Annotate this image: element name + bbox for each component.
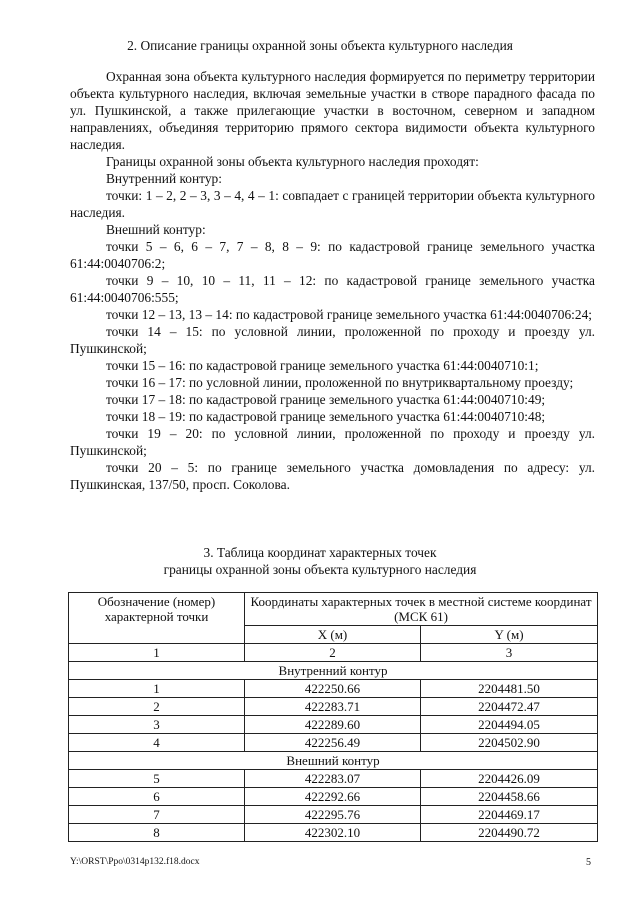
y-value: 2204472.47: [421, 698, 598, 716]
table-row: [69, 788, 598, 806]
table-row: [69, 806, 598, 824]
coordinates-table: [68, 592, 598, 842]
outer-contour-label: Внешний контур: [69, 752, 598, 770]
point-number: 3: [69, 716, 245, 734]
column-number-row: [69, 644, 598, 662]
section-3-title-line-1: 3. Таблица координат характерных точек: [203, 545, 437, 560]
paragraph: точки 18 – 19: по кадастровой границе земельного участка 61:44:0040710:48;: [106, 409, 546, 424]
table-row: [69, 734, 598, 752]
point-number: 8: [69, 824, 245, 842]
page-number: 5: [586, 857, 591, 868]
x-value: 422292.66: [245, 788, 421, 806]
y-value: 2204494.05: [421, 716, 598, 734]
table-row: [69, 824, 598, 842]
paragraph: точки 17 – 18: по кадастровой границе земельного участка 61:44:0040710:49;: [106, 392, 546, 407]
table-header-row: [69, 593, 598, 626]
x-value: 422302.10: [245, 824, 421, 842]
y-value: 2204490.72: [421, 824, 598, 842]
table-row: [69, 770, 598, 788]
x-header: X (м): [245, 626, 421, 644]
point-number-header: Обозначение (номер) характерной точки: [69, 593, 245, 644]
x-value: 422256.49: [245, 734, 421, 752]
paragraph: точки 15 – 16: по кадастровой границе земельного участка 61:44:0040710:1;: [106, 358, 539, 373]
coordinates-header: Координаты характерных точек в местной системе координат (МСК 61): [245, 593, 598, 626]
table-row: [69, 716, 598, 734]
paragraph: Внутренний контур:: [106, 171, 222, 186]
inner-contour-label-row: [69, 662, 598, 680]
footer-file-path: Y:\ORST\Ppo\0314p132.f18.docx: [70, 857, 200, 867]
y-header: Y (м): [421, 626, 598, 644]
paragraph: Охранная зона объекта культурного наследия формируется по периметру территории объекта культурного наследия, включая земельные участки в створе парадного фасада по ул. Пушкинской, а также прилегающие участки в восточном, северном и западном направлениях, объединяя территорию прямого сектора видимости объекта культурного наследия.: [70, 69, 595, 152]
y-value: 2204458.66: [421, 788, 598, 806]
section-3-title-line-2: границы охранной зоны объекта культурного наследия: [163, 562, 477, 577]
point-number: 6: [69, 788, 245, 806]
x-value: 422283.71: [245, 698, 421, 716]
outer-contour-label-row: [69, 752, 598, 770]
paragraph: точки 9 – 10, 10 – 11, 11 – 12: по кадастровой границе земельного участка 61:44:0040706:555;: [70, 273, 595, 305]
y-value: 2204469.17: [421, 806, 598, 824]
paragraph: точки 19 – 20: по условной линии, проложенной по проходу и проезду ул. Пушкинской;: [70, 426, 595, 458]
paragraph: Внешний контур:: [106, 222, 206, 237]
paragraph: точки 20 – 5: по границе земельного участка домовладения по адресу: ул. Пушкинская, 137/50, просп. Соколова.: [70, 460, 595, 492]
table-row: [69, 680, 598, 698]
y-value: 2204481.50: [421, 680, 598, 698]
point-number: 5: [69, 770, 245, 788]
point-number: 4: [69, 734, 245, 752]
column-number: 3: [421, 644, 598, 662]
paragraph: точки 16 – 17: по условной линии, проложенной по внутриквартальному проезду;: [106, 375, 574, 390]
table-row: [69, 698, 598, 716]
paragraph: точки 5 – 6, 6 – 7, 7 – 8, 8 – 9: по кадастровой границе земельного участка 61:44:0040706:2;: [70, 239, 595, 271]
y-value: 2204502.90: [421, 734, 598, 752]
point-number: 7: [69, 806, 245, 824]
x-value: 422295.76: [245, 806, 421, 824]
inner-contour-label: Внутренний контур: [69, 662, 598, 680]
x-value: 422250.66: [245, 680, 421, 698]
column-number: 2: [245, 644, 421, 662]
x-value: 422289.60: [245, 716, 421, 734]
point-number: 1: [69, 680, 245, 698]
point-number: 2: [69, 698, 245, 716]
paragraph: точки 12 – 13, 13 – 14: по кадастровой границе земельного участка 61:44:0040706:24;: [106, 307, 592, 322]
section-2-body: [70, 68, 595, 493]
paragraph: точки: 1 – 2, 2 – 3, 3 – 4, 4 – 1: совпадает с границей территории объекта культурного наследия.: [70, 188, 595, 220]
paragraph: точки 14 – 15: по условной линии, проложенной по проходу и проезду ул. Пушкинской;: [70, 324, 595, 356]
y-value: 2204426.09: [421, 770, 598, 788]
x-value: 422283.07: [245, 770, 421, 788]
paragraph: Границы охранной зоны объекта культурного наследия проходят:: [106, 154, 479, 169]
section-2-title: 2. Описание границы охранной зоны объекта культурного наследия: [127, 38, 513, 53]
column-number: 1: [69, 644, 245, 662]
